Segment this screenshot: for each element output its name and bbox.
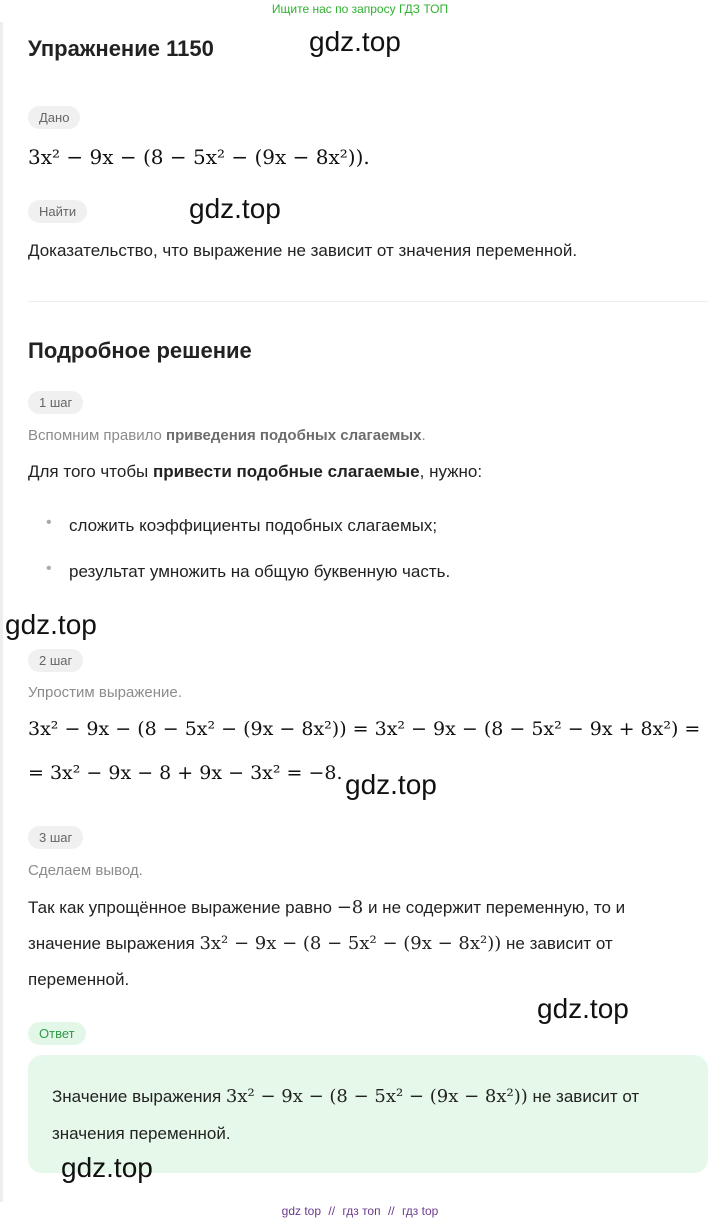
step3-section [28, 826, 83, 849]
step2-line2: = 3x² − 9x − 8 + 9x − 3x² = −8. [28, 762, 343, 784]
step1-hint: Вспомним правило приведения подобных слагаемых. [28, 427, 426, 444]
footer-separator: // [387, 1204, 395, 1218]
list-item: • результат умножить на общую буквенную часть. [46, 560, 451, 581]
footer-links [0, 1204, 720, 1218]
list-item: • сложить коэффициенты подобных слагаемых; [46, 514, 438, 535]
footer-link[interactable]: гдз top [401, 1204, 439, 1218]
section-divider [28, 301, 708, 302]
exercise-title: Упражнение 1150 [28, 36, 214, 61]
step2-hint: Упростим выражение. [28, 684, 182, 701]
answer-section [28, 1022, 86, 1045]
given-section [28, 106, 80, 129]
step1-section [28, 391, 83, 414]
find-tag: Найти [28, 200, 87, 223]
step2-section [28, 649, 83, 672]
footer-link[interactable]: gdz top [281, 1204, 322, 1218]
watermark: gdz.top [345, 769, 437, 800]
step1-rule: Для того чтобы привести подобные слагаемые, нужно: [28, 462, 483, 481]
step3-tag: 3 шаг [28, 826, 83, 849]
footer-separator: // [328, 1204, 336, 1218]
step3-text-3: переменной. [28, 970, 130, 989]
watermark: gdz.top [537, 993, 629, 1024]
answer-tag: Ответ [28, 1022, 86, 1045]
solution-heading: Подробное решение [28, 338, 252, 363]
find-text: Доказательство, что выражение не зависит от значения переменной. [28, 241, 578, 260]
watermark: gdz.top [5, 609, 97, 640]
watermark: gdz.top [61, 1152, 153, 1183]
find-section [28, 200, 87, 223]
top-banner-link[interactable]: Ищите нас по запросу ГДЗ ТОП [271, 2, 449, 16]
left-border [0, 22, 3, 1202]
answer-line-1: Значение выражения 3x² − 9x − (8 − 5x² − (9x − 8x²)) не зависит от [52, 1086, 640, 1107]
step3-hint: Сделаем вывод. [28, 862, 143, 879]
given-expression: 3x² − 9x − (8 − 5x² − (9x − 8x²)). [28, 145, 370, 169]
step1-tag: 1 шаг [28, 391, 83, 414]
watermark: gdz.top [189, 193, 281, 224]
step3-text-1: Так как упрощённое выражение равно −8 и не содержит переменную, то и [28, 897, 626, 918]
footer-link[interactable]: гдз топ [342, 1204, 381, 1218]
answer-line-2: значения переменной. [52, 1124, 231, 1143]
step2-tag: 2 шаг [28, 649, 83, 672]
step3-text-2: значение выражения 3x² − 9x − (8 − 5x² − (9x − 8x²)) не зависит от [28, 933, 613, 954]
given-tag: Дано [28, 106, 80, 129]
watermark: gdz.top [309, 26, 401, 57]
step2-line1: 3x² − 9x − (8 − 5x² − (9x − 8x²)) = 3x² − 9x − (8 − 5x² − 9x + 8x²) = [28, 718, 701, 740]
